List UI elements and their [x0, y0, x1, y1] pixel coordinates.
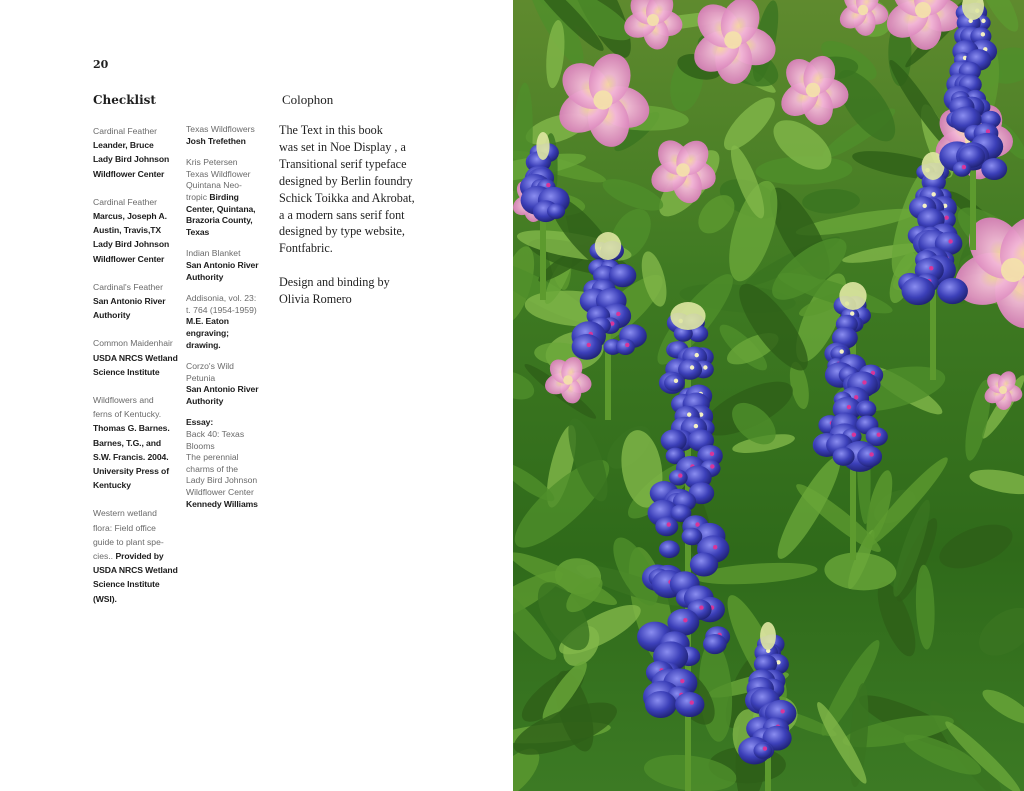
- checklist-entry: [186, 124, 274, 147]
- colophon-line: Olivia Romero: [279, 292, 352, 307]
- checklist-line: Indian Blanket: [186, 248, 241, 259]
- checklist-line: Thomas G. Barnes.: [93, 423, 170, 434]
- bluebonnet-floret: [953, 161, 971, 176]
- checklist-line: San Antonio River: [93, 296, 166, 307]
- checklist-line-part: tropic: [186, 191, 210, 202]
- checklist-line: drawing.: [186, 339, 221, 350]
- checklist-line: Quintana Neo-: [186, 180, 242, 191]
- floret-spot: [839, 349, 843, 353]
- checklist-entry: [186, 361, 274, 407]
- checklist-line: Western wetland: [93, 508, 157, 519]
- flower-center: [593, 90, 612, 109]
- checklist-line: Texas Wildflower: [186, 168, 251, 179]
- floret-spot: [929, 266, 933, 270]
- flower-center: [1001, 258, 1024, 282]
- checklist-line: Marcus, Joseph A.: [93, 211, 167, 222]
- floret-spot: [780, 709, 784, 713]
- checklist-line: Lady Bird Johnson: [93, 154, 170, 165]
- bluebonnet-floret: [547, 203, 565, 218]
- bluebonnet-floret: [902, 277, 935, 305]
- colophon-paragraph: [279, 274, 504, 308]
- bluebonnet-floret: [703, 634, 727, 654]
- checklist-line: Blooms: [186, 440, 215, 451]
- checklist-entry: [93, 393, 185, 492]
- bluebonnet-floret: [857, 446, 882, 467]
- floret-spot: [587, 343, 591, 347]
- bluebonnet-floret: [833, 447, 855, 466]
- checklist-line: Authority: [186, 271, 224, 282]
- checklist-line: Cardinal Feather: [93, 196, 158, 207]
- bluebonnet-tip: [839, 282, 866, 310]
- checklist-line: Wildflower Center: [186, 487, 254, 498]
- checklist-title: Checklist: [93, 93, 156, 107]
- checklist-line: Cardinal Feather: [93, 126, 158, 136]
- checklist-line: Josh Trefethen: [186, 135, 246, 146]
- checklist-line: t. 764 (1954-1959): [186, 304, 257, 315]
- checklist-line: USDA NRCS Wetland: [93, 565, 178, 576]
- checklist-line: Kentucky: [93, 480, 131, 491]
- floret-spot: [944, 216, 948, 220]
- bluebonnet-tip: [670, 302, 705, 330]
- colophon-paragraph: [279, 122, 504, 257]
- colophon-line: Fontfabric.: [279, 241, 333, 256]
- colophon-line: designed by type website,: [279, 224, 405, 239]
- floret-spot: [710, 452, 714, 456]
- colophon-title: Colophon: [282, 92, 334, 107]
- floret-spot: [710, 464, 714, 468]
- checklist-line: ferns of Kentucky.: [93, 409, 162, 420]
- floret-spot: [699, 605, 703, 609]
- checklist-line: Brazoria County,: [186, 215, 253, 226]
- floret-spot: [616, 312, 620, 316]
- checklist-line-part: Birding: [209, 191, 239, 202]
- checklist-line: San Antonio River: [186, 384, 259, 395]
- checklist-line-part: Provided by: [115, 551, 164, 562]
- bluebonnet-floret: [659, 540, 680, 558]
- floret-spot: [962, 165, 966, 169]
- checklist-line: San Antonio River: [186, 259, 259, 270]
- floret-spot: [852, 432, 856, 436]
- flower-center: [676, 163, 690, 177]
- flower-center: [806, 83, 820, 97]
- checklist-line: Cardinal's Feather: [93, 281, 163, 292]
- floret-spot: [877, 432, 881, 436]
- bluebonnet-tip: [536, 132, 549, 160]
- wildflower-image: [513, 0, 1024, 791]
- checklist-line: Austin, Travis,TX: [93, 225, 162, 236]
- checklist-line: Center, Quintana,: [186, 203, 256, 214]
- flower-center: [724, 31, 742, 49]
- checklist-line: Essay:: [186, 417, 214, 428]
- flower-center: [999, 386, 1007, 394]
- floret-spot: [981, 19, 985, 23]
- checklist-line: guide to plant spe-: [93, 536, 164, 547]
- floret-spot: [678, 473, 682, 477]
- checklist-line: flora: Field office: [93, 522, 156, 533]
- bluebonnet-floret: [572, 334, 602, 360]
- bluebonnet-tip: [595, 232, 621, 260]
- floret-spot: [625, 343, 629, 347]
- bluebonnet-floret: [937, 278, 968, 304]
- page-number: 20: [93, 58, 109, 71]
- checklist-line: Corzo's Wild: [186, 361, 234, 372]
- checklist-line: Petunia: [186, 372, 216, 383]
- bluebonnet-floret: [690, 552, 718, 576]
- checklist-line: The perennial: [186, 452, 239, 463]
- checklist-line: Wildflower Center: [93, 253, 165, 264]
- floret-spot: [922, 204, 926, 208]
- floret-spot: [948, 239, 952, 243]
- checklist-entry: [93, 195, 185, 266]
- floret-spot: [931, 192, 935, 196]
- checklist-line: Texas: [186, 226, 210, 237]
- checklist-entry: [93, 280, 185, 323]
- checklist-entry: [186, 157, 274, 238]
- checklist-column-left: [93, 124, 185, 620]
- checklist-line: Barnes, T.G., and: [93, 437, 162, 448]
- floret-spot: [694, 424, 698, 428]
- checklist-line: Kennedy Williams: [186, 498, 258, 509]
- bluebonnet-floret: [616, 339, 635, 355]
- checklist-line-part: cies..: [93, 551, 116, 562]
- flower-center: [858, 5, 868, 15]
- bluebonnet-floret: [857, 401, 876, 417]
- checklist-line: Lady Bird Johnson: [93, 239, 170, 250]
- checklist-column-right: [186, 124, 274, 520]
- flower-center: [915, 2, 931, 18]
- checklist-line: USDA NRCS Wetland: [93, 352, 178, 363]
- floret-spot: [546, 183, 550, 187]
- floret-spot: [862, 380, 866, 384]
- bluebonnet-tip: [760, 622, 776, 650]
- bluebonnet-floret: [754, 743, 772, 759]
- checklist-entry: [93, 124, 185, 181]
- floret-spot: [981, 32, 985, 36]
- checklist-line: [93, 549, 185, 563]
- colophon-line: The Text in this book: [279, 123, 383, 137]
- bluebonnet-floret: [664, 374, 684, 391]
- checklist-line: Kris Petersen: [186, 157, 238, 168]
- checklist-line: Addisonia, vol. 23:: [186, 293, 257, 304]
- floret-spot: [703, 365, 707, 369]
- floret-spot: [713, 545, 717, 549]
- bluebonnet-floret: [675, 692, 704, 717]
- checklist-line: Leander, Bruce: [93, 140, 154, 151]
- checklist-entry: [186, 248, 274, 283]
- checklist-line: Common Maidenhair: [93, 338, 173, 349]
- checklist-line: Lady Bird Johnson: [186, 475, 258, 486]
- colophon-line: a a modern sans serif font: [279, 207, 405, 222]
- checklist-line: Science Institute: [93, 579, 160, 590]
- checklist-entry: [93, 506, 185, 605]
- checklist-entry: [93, 336, 185, 379]
- colophon-line: Transitional serif typeface: [279, 156, 407, 171]
- checklist-line: Authority: [186, 395, 224, 406]
- bluebonnet-floret: [645, 691, 677, 718]
- colophon-text: [279, 122, 504, 325]
- floret-spot: [690, 700, 694, 704]
- floret-spot: [763, 746, 767, 750]
- floret-spot: [690, 365, 694, 369]
- floret-spot: [869, 452, 873, 456]
- flower-center: [563, 375, 573, 385]
- checklist-line: Wildflowers and: [93, 395, 154, 406]
- checklist-line: Back 40: Texas: [186, 429, 245, 440]
- floret-spot: [687, 412, 691, 416]
- floret-spot: [674, 379, 678, 383]
- checklist-line: Authority: [93, 310, 131, 321]
- checklist-line: [186, 192, 274, 204]
- floret-spot: [695, 353, 699, 357]
- checklist-line: M.E. Eaton: [186, 316, 229, 327]
- checklist-line: Texas Wildflowers: [186, 124, 255, 134]
- floret-spot: [667, 522, 671, 526]
- bluebonnet-photo: [513, 0, 1024, 791]
- colophon-line: designed by Berlin foundry: [279, 173, 413, 188]
- checklist-line: Wildflower Center: [93, 168, 165, 179]
- checklist-line: (WSI).: [93, 593, 117, 604]
- checklist-line: S.W. Francis. 2004.: [93, 451, 169, 462]
- colophon-line: Schick Toikka and Akrobat,: [279, 190, 415, 205]
- bluebonnet-floret: [655, 517, 678, 536]
- floret-spot: [850, 311, 854, 315]
- checklist-line: engraving;: [186, 327, 229, 338]
- floret-spot: [683, 618, 687, 622]
- flower-center: [647, 14, 659, 26]
- colophon-line: Design and binding by: [279, 275, 390, 290]
- checklist-line: University Press of: [93, 466, 169, 477]
- checklist-line: Science Institute: [93, 366, 160, 377]
- checklist-entry: [186, 293, 274, 351]
- floret-spot: [847, 405, 851, 409]
- checklist-line: charms of the: [186, 463, 239, 474]
- bluebonnet-floret: [981, 158, 1007, 180]
- checklist-entry: [186, 417, 274, 510]
- floret-spot: [680, 679, 684, 683]
- colophon-line: was set in Noe Display , a: [279, 139, 406, 154]
